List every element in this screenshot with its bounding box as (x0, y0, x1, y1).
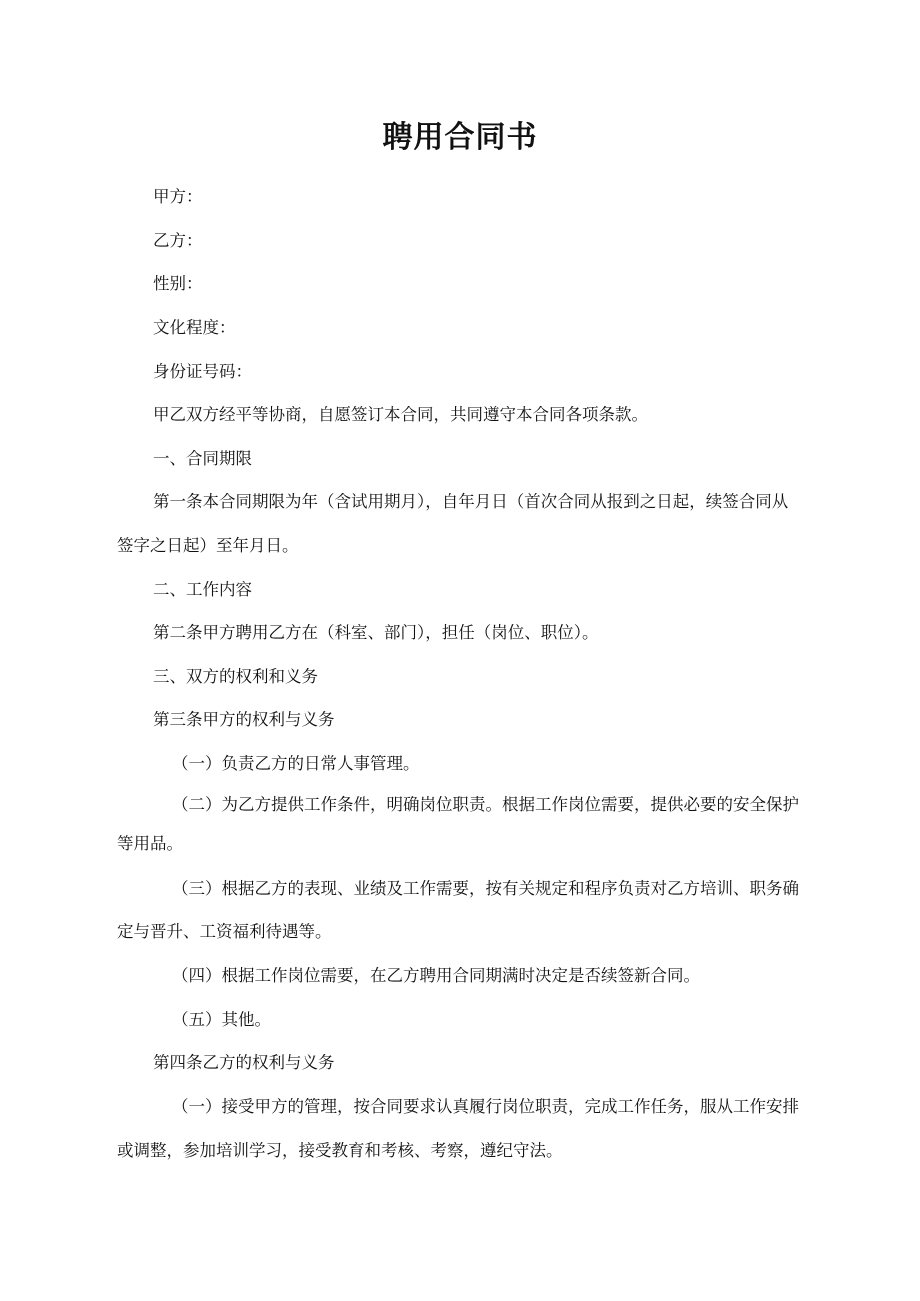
article-3-item-3-line-2: 定与晋升、工资福利待遇等。 (117, 922, 332, 941)
article-3-item-4: （四）根据工作岗位需要，在乙方聘用合同期满时决定是否续签新合同。 (172, 966, 700, 985)
section-heading-work: 二、工作内容 (153, 580, 252, 599)
section-heading-term: 一、合同期限 (153, 449, 252, 468)
education-field: 文化程度： (153, 318, 236, 337)
article-3-item-2-line-2: 等用品。 (117, 834, 183, 853)
party-b-field: 乙方： (153, 231, 203, 250)
page-title: 聘用合同书 (382, 120, 538, 155)
intro-paragraph: 甲乙双方经平等协商，自愿签订本合同，共同遵守本合同各项条款。 (153, 405, 648, 424)
section-heading-rights: 三、双方的权利和义务 (153, 667, 318, 686)
article-3-item-5: （五）其他。 (172, 1010, 271, 1029)
article-4-item-1-line-1: （一）接受甲方的管理，按合同要求认真履行岗位职责，完成工作任务，服从工作安排 (172, 1097, 799, 1116)
article-1-line-1: 第一条本合同期限为年（含试用期月），自年月日（首次合同从报到之日起，续签合同从 (153, 492, 789, 511)
article-2: 第二条甲方聘用乙方在（科室、部门），担任（岗位、职位）。 (153, 623, 599, 642)
party-a-field: 甲方： (153, 187, 203, 206)
article-3-item-3-line-1: （三）根据乙方的表现、业绩及工作需要，按有关规定和程序负责对乙方培训、职务确 (172, 879, 799, 898)
article-3-item-1: （一）负责乙方的日常人事管理。 (172, 754, 420, 773)
article-3-heading: 第三条甲方的权利与义务 (153, 710, 335, 729)
id-number-field: 身份证号码： (153, 362, 252, 381)
article-3-item-2-line-1: （二）为乙方提供工作条件，明确岗位职责。根据工作岗位需要，提供必要的安全保护 (172, 795, 799, 814)
article-1-line-2: 签字之日起）至年月日。 (117, 536, 299, 555)
article-4-item-1-line-2: 或调整，参加培训学习，接受教育和考核、考察，遵纪守法。 (117, 1141, 563, 1160)
gender-field: 性别： (153, 274, 203, 293)
article-4-heading: 第四条乙方的权利与义务 (153, 1053, 335, 1072)
